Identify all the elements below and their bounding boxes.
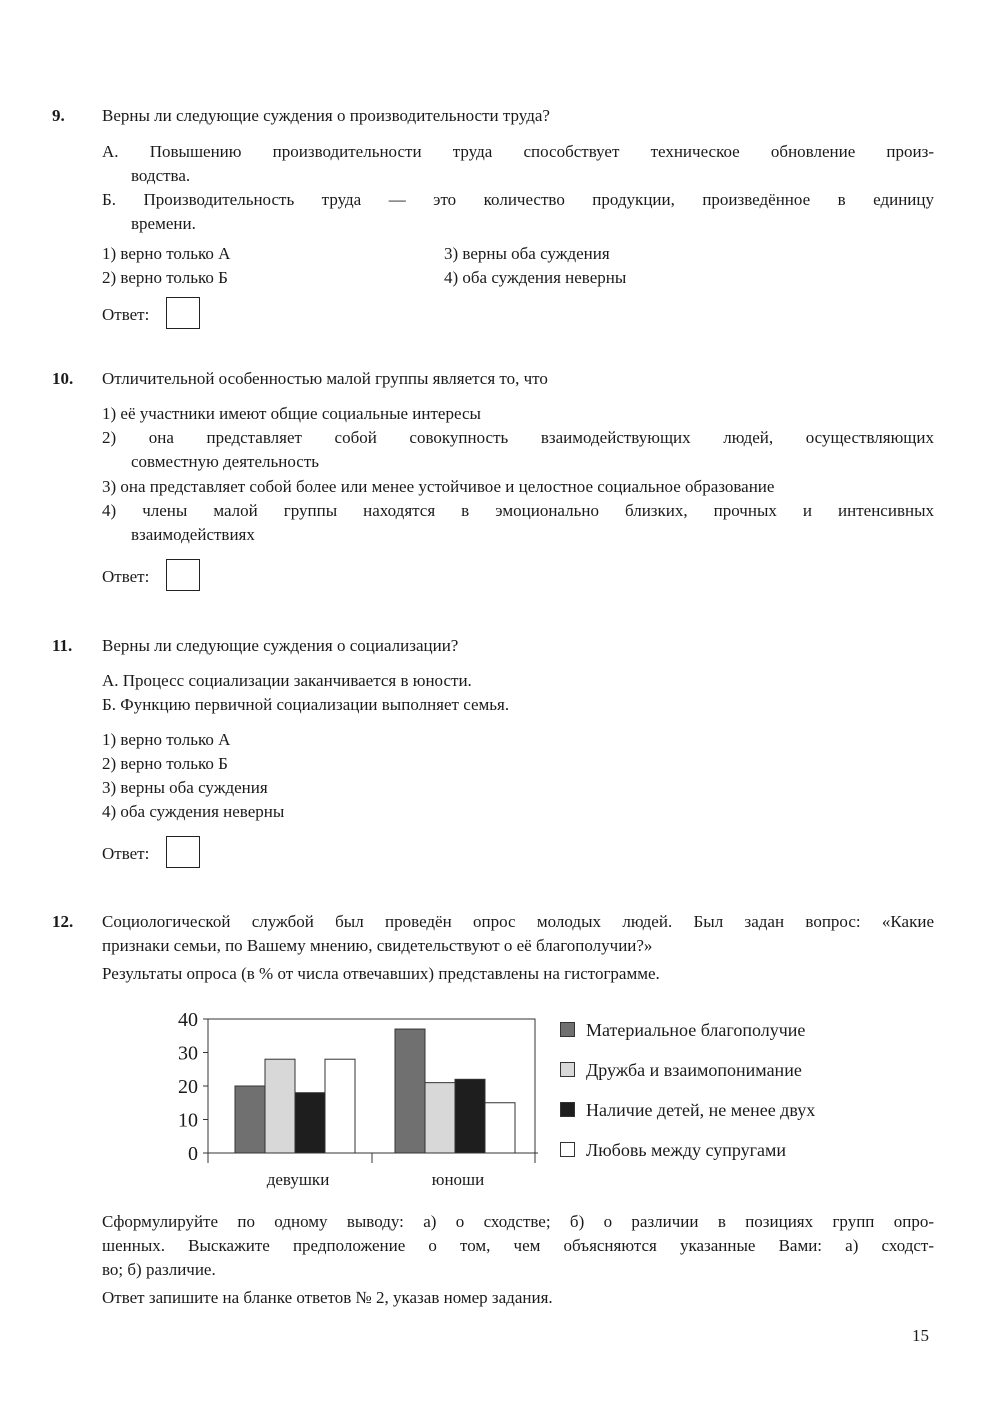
answer-box[interactable] xyxy=(166,297,200,329)
option-4-cont: взаимодействиях xyxy=(131,525,255,544)
y-tick-label: 30 xyxy=(178,1042,198,1065)
legend-label-love: Любовь между супругами xyxy=(586,1140,787,1160)
option-4: 4) члены малой группы находятся в эмоционально близких, прочных и интенсивных xyxy=(102,501,934,520)
page-number: 15 xyxy=(912,1326,929,1345)
answer-label: Ответ: xyxy=(102,567,150,586)
y-tick-label: 0 xyxy=(188,1143,198,1165)
category-label: юноши xyxy=(431,1170,485,1189)
question-number: 12. xyxy=(52,912,74,931)
option-4: 4) оба суждения неверны xyxy=(444,268,627,287)
question-text-cont: признаки семьи, по Вашему мнению, свидетельствуют о её благополучии?» xyxy=(102,936,653,955)
option-3: 3) верны оба суждения xyxy=(102,778,268,797)
x-axis xyxy=(203,1153,538,1189)
y-tick-label: 10 xyxy=(178,1109,198,1132)
legend-swatch-material xyxy=(560,1022,575,1037)
bar-девушки-3 xyxy=(325,1059,355,1153)
question-text-results: Результаты опроса (в % от числа отвечавших) представлены на гистограмме. xyxy=(102,964,660,983)
legend-label-material: Материальное благополучие xyxy=(586,1020,806,1040)
legend-swatch-love xyxy=(560,1142,575,1157)
bar-юноши-2 xyxy=(455,1079,485,1153)
statement-b: Б. Функцию первичной социализации выполняет семья. xyxy=(102,695,510,714)
option-2-cont: совместную деятельность xyxy=(131,452,320,471)
y-tick-label: 20 xyxy=(178,1076,198,1098)
bar-юноши-0 xyxy=(395,1029,425,1153)
legend-label-friendship: Дружба и взаимопонимание xyxy=(586,1060,802,1080)
statement-b-cont: времени. xyxy=(131,214,196,233)
question-number: 10. xyxy=(52,369,74,388)
question-text: Верны ли следующие суждения о производительности труда? xyxy=(102,106,550,125)
answer-box[interactable] xyxy=(166,559,200,591)
category-label: девушки xyxy=(266,1170,330,1189)
option-2: 2) она представляет собой совокупность взаимодействующих людей, осуществляющих xyxy=(102,428,934,447)
statement-a: А. Повышению производительности труда способствует техническое обновление произ- xyxy=(102,142,934,161)
histogram xyxy=(150,1000,550,1200)
task-text-end: во; б) различие. xyxy=(102,1260,216,1279)
option-1: 1) верно только А xyxy=(102,244,231,263)
option-3: 3) она представляет собой более или менее устойчивое и целостное социальное образование xyxy=(102,477,775,496)
question-text: Отличительной особенностью малой группы является то, что xyxy=(102,369,548,388)
option-1: 1) верно только А xyxy=(102,730,231,749)
legend-swatch-friendship xyxy=(560,1062,575,1077)
bar-девушки-1 xyxy=(265,1059,295,1153)
option-1: 1) её участники имеют общие социальные интересы xyxy=(102,404,481,423)
bar-девушки-2 xyxy=(295,1093,325,1153)
statement-b: Б. Производительность труда — это количество продукции, произведённое в единицу xyxy=(102,190,934,209)
option-2: 2) верно только Б xyxy=(102,268,228,287)
answer-label: Ответ: xyxy=(102,844,150,863)
answer-instruction: Ответ запишите на бланке ответов № 2, указав номер задания. xyxy=(102,1288,553,1307)
answer-box[interactable] xyxy=(166,836,200,868)
question-text: Верны ли следующие суждения о социализации? xyxy=(102,636,459,655)
bar-юноши-1 xyxy=(425,1083,455,1153)
statement-a-cont: водства. xyxy=(131,166,191,185)
option-3: 3) верны оба суждения xyxy=(444,244,610,263)
bars xyxy=(235,1029,515,1153)
task-text-cont: шенных. Выскажите предположение о том, чем объясняются указанные Вами: а) сходст- xyxy=(102,1236,934,1255)
option-2: 2) верно только Б xyxy=(102,754,228,773)
bar-юноши-3 xyxy=(485,1103,515,1153)
question-number: 11. xyxy=(52,636,73,655)
answer-label: Ответ: xyxy=(102,305,150,324)
task-text: Сформулируйте по одному выводу: а) о сходстве; б) о различии в позициях групп опро- xyxy=(102,1212,934,1231)
legend-label-children: Наличие детей, не менее двух xyxy=(586,1100,816,1120)
statement-a: А. Процесс социализации заканчивается в юности. xyxy=(102,671,472,690)
question-number: 9. xyxy=(52,106,65,125)
question-text: Социологической службой был проведён опрос молодых людей. Был задан вопрос: «Какие xyxy=(102,912,934,931)
legend-swatch-children xyxy=(560,1102,575,1117)
y-tick-label: 40 xyxy=(178,1009,198,1031)
bar-девушки-0 xyxy=(235,1086,265,1153)
option-4: 4) оба суждения неверны xyxy=(102,802,285,821)
